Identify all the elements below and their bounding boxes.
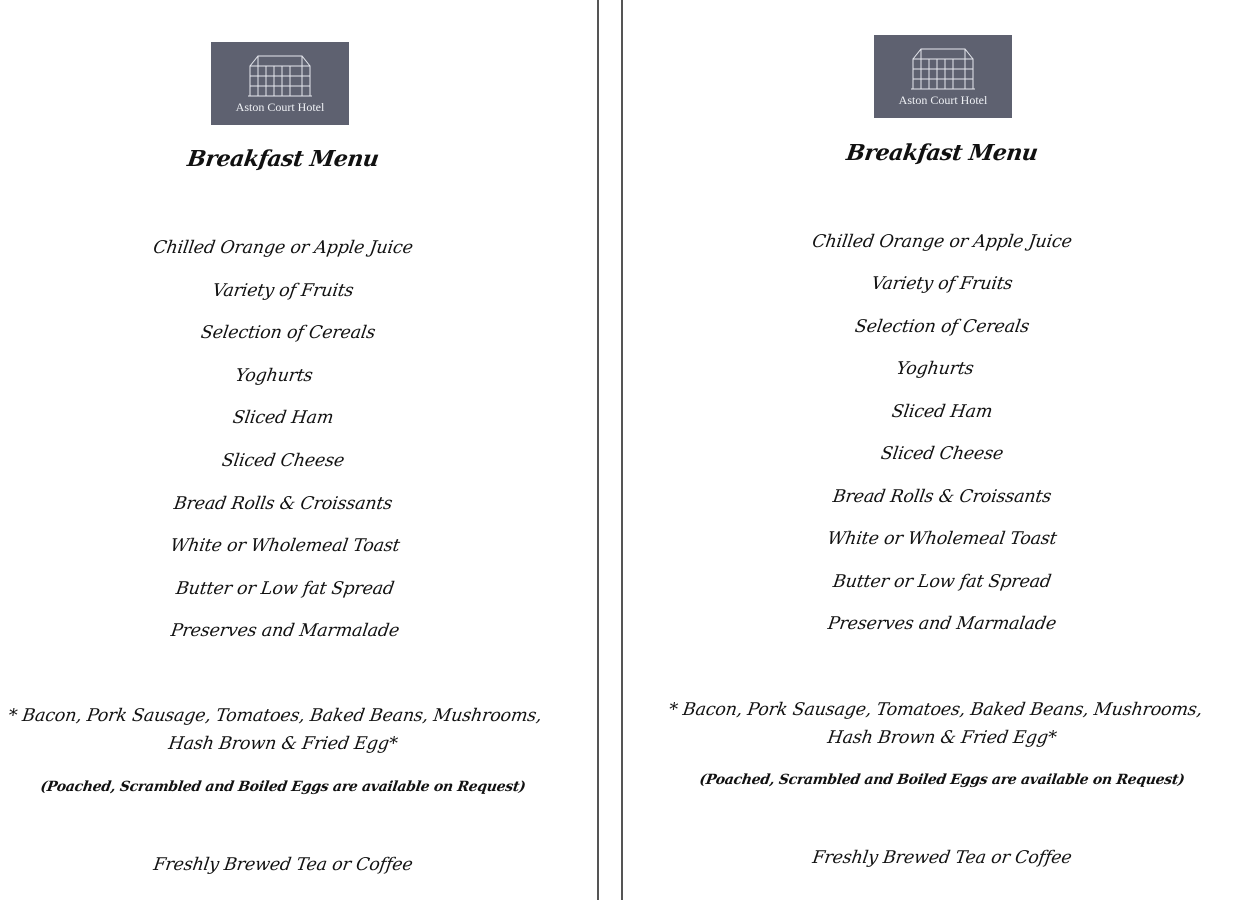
menu-item: Yoghurts (895, 359, 975, 379)
menu-item: Sliced Ham (231, 408, 335, 428)
hotel-logo (874, 35, 1012, 118)
menu-item: White or Wholemeal Toast (826, 529, 1058, 549)
menu-page-left (0, 0, 598, 900)
menu-title: Breakfast Menu (844, 140, 1040, 166)
menu-item: Variety of Fruits (211, 281, 355, 301)
hotel-logo-text: Aston Court Hotel (235, 100, 325, 114)
menu-item: Bread Rolls & Croissants (172, 494, 394, 514)
drinks-line: Freshly Brewed Tea or Coffee (152, 855, 414, 875)
hot-items-line-2: Hash Brown & Fried Egg* (826, 728, 1058, 748)
menu-item: Preserves and Marmalade (169, 621, 401, 641)
menu-item: Bread Rolls & Croissants (831, 487, 1053, 507)
hotel-logo-text: Aston Court Hotel (898, 93, 988, 107)
menu-item: Selection of Cereals (199, 323, 377, 343)
menu-page-right (622, 0, 1249, 900)
hot-items-line-1: * Bacon, Pork Sausage, Tomatoes, Baked Beans, Mushrooms, (7, 706, 543, 726)
menu-item: Butter or Low fat Spread (831, 572, 1053, 592)
menu-item: Chilled Orange or Apple Juice (810, 232, 1074, 252)
menu-item: Chilled Orange or Apple Juice (151, 238, 415, 258)
drinks-line: Freshly Brewed Tea or Coffee (811, 848, 1073, 868)
hotel-building-icon (244, 52, 316, 98)
menu-item: Sliced Cheese (220, 451, 346, 471)
menu-title: Breakfast Menu (185, 146, 381, 172)
hot-items-line-2: Hash Brown & Fried Egg* (167, 734, 399, 754)
menu-item: Selection of Cereals (853, 317, 1031, 337)
hotel-logo (211, 42, 349, 125)
menu-item: White or Wholemeal Toast (169, 536, 401, 556)
hotel-building-icon (907, 45, 979, 91)
eggs-note: (Poached, Scrambled and Boiled Eggs are available on Request) (698, 772, 1186, 788)
menu-item: Sliced Ham (890, 402, 994, 422)
eggs-note: (Poached, Scrambled and Boiled Eggs are available on Request) (39, 779, 527, 795)
menu-item: Sliced Cheese (879, 444, 1005, 464)
menu-item: Preserves and Marmalade (826, 614, 1058, 634)
hot-items-line-1: * Bacon, Pork Sausage, Tomatoes, Baked Beans, Mushrooms, (667, 700, 1204, 720)
menu-item: Butter or Low fat Spread (174, 579, 396, 599)
menu-item: Variety of Fruits (870, 274, 1014, 294)
menu-item: Yoghurts (234, 366, 314, 386)
